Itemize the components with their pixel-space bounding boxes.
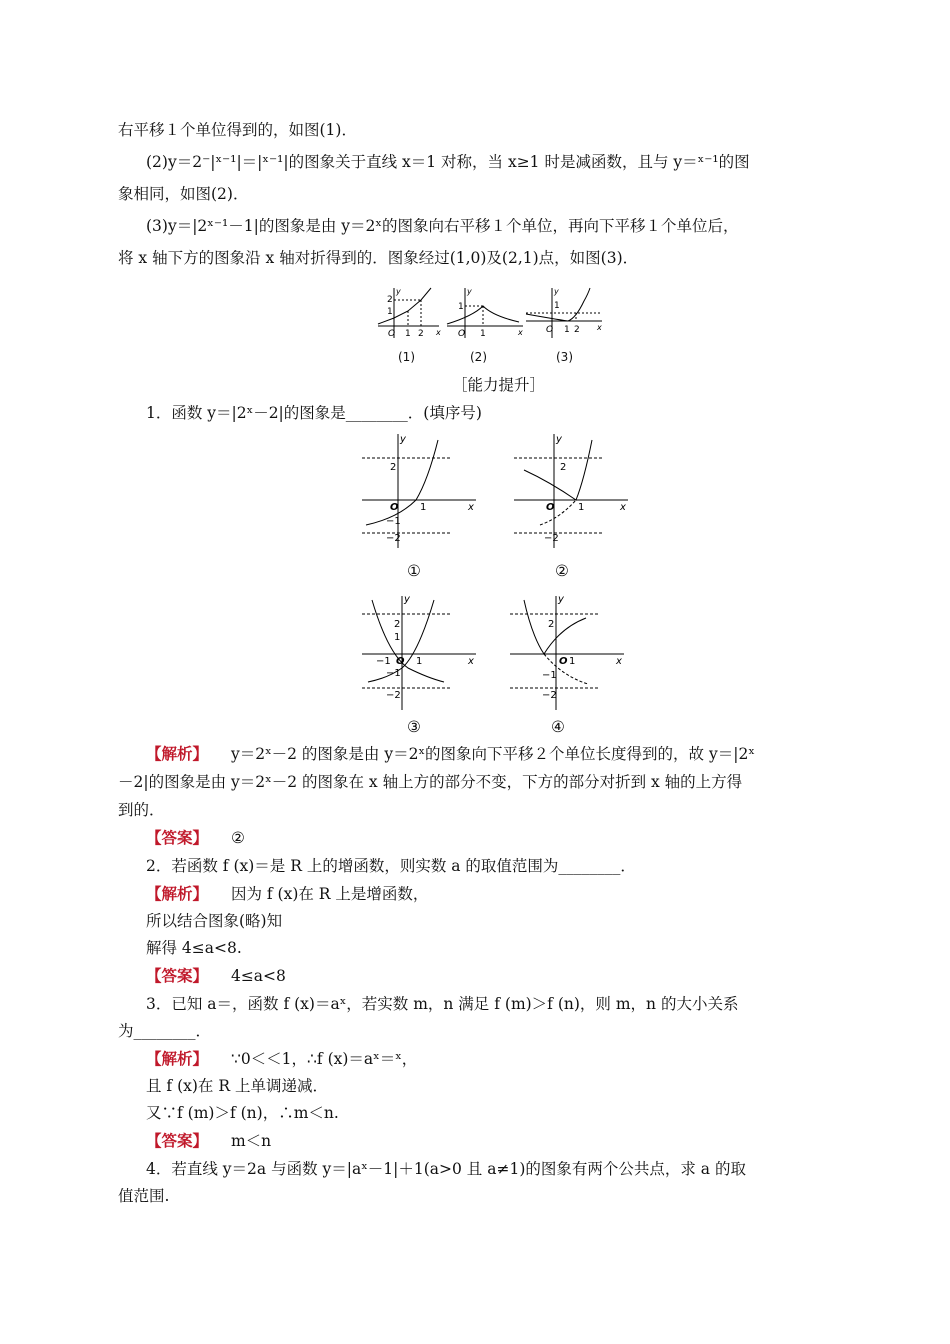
origin-label: O — [396, 656, 405, 667]
figure-caption: (3) — [556, 350, 573, 364]
answer-tag: 【答案】 — [146, 966, 209, 985]
tick-label: 2 — [418, 329, 424, 339]
axis-label-y: y — [467, 287, 472, 296]
tick-label: 1 — [569, 656, 576, 667]
option-graph-3 — [358, 592, 478, 712]
figure-caption: (2) — [470, 350, 487, 364]
tick-label: 1 — [564, 325, 570, 335]
analysis-line — [146, 884, 428, 904]
text-line: 象相同，如图(2)． — [118, 185, 249, 203]
analysis-text: y＝2ˣ－2 的图象是由 y＝2ˣ的图象向下平移２个单位长度得到的，故 y＝|2ˣ — [230, 745, 755, 763]
tick-label: −2 — [386, 690, 401, 701]
axis-label-y: y — [558, 594, 564, 605]
answer-line — [146, 828, 245, 848]
origin-label: O — [388, 329, 396, 339]
tick-label: −1 — [542, 670, 557, 681]
tick-label: −2 — [386, 533, 401, 544]
answer-text: m＜n — [230, 1132, 272, 1150]
tick-label: 1 — [578, 502, 585, 513]
tick-label: −1 — [386, 516, 401, 527]
tick-label: 2 — [548, 619, 555, 630]
analysis-line: 又∵f (m)＞f (n)，∴m＜n. — [146, 1104, 339, 1122]
analysis-line: 所以结合图象(略)知 — [146, 912, 283, 930]
text-line: (3)y＝|2ˣ⁻¹－1|的图象是由 y＝2ˣ的图象向右平移１个单位，再向下平移１个单位后， — [146, 217, 739, 235]
axis-label-x: x — [597, 323, 602, 332]
answer-tag: 【答案】 — [146, 828, 209, 847]
answer-line — [146, 1131, 271, 1151]
answer-line — [146, 966, 286, 986]
option-graph-1 — [358, 430, 478, 550]
question-stem: 为________． — [118, 1022, 212, 1040]
origin-label: O — [546, 325, 554, 335]
analysis-line — [146, 1049, 417, 1069]
analysis-text: 因为 f (x)在 R 上是增函数， — [230, 885, 429, 903]
axis-label-y: y — [400, 434, 406, 445]
figure-caption: (1) — [398, 350, 415, 364]
origin-label: O — [546, 502, 555, 513]
graph-figure-3 — [524, 286, 604, 341]
tick-label: 1 — [416, 656, 423, 667]
answer-tag: 【答案】 — [146, 1131, 209, 1150]
tick-label: −1 — [376, 656, 391, 667]
axis-label-y: y — [396, 287, 401, 296]
analysis-line: 解得 4≤a<8. — [146, 939, 242, 957]
origin-label: O — [390, 502, 399, 513]
option-graph-2 — [510, 430, 630, 550]
analysis-text: ∵0＜＜1，∴f (x)＝aˣ＝ˣ， — [230, 1050, 418, 1068]
option-graph-4 — [506, 592, 626, 712]
tick-label: −1 — [386, 668, 401, 679]
question-stem: 值范围. — [118, 1187, 170, 1205]
axis-label-y: y — [554, 287, 559, 296]
question-stem: 1．函数 y＝|2ˣ－2|的图象是________．(填序号) — [146, 404, 482, 422]
option-label: ② — [555, 562, 569, 580]
option-label: ① — [407, 562, 421, 580]
tick-label: 2 — [387, 295, 393, 305]
analysis-line: －2|的图象是由 y＝2ˣ－2 的图象在 x 轴上方的部分不变，下方的部分对折到 x 轴的上方得 — [118, 773, 743, 791]
tick-label: −2 — [542, 690, 557, 701]
tick-label: 1 — [405, 329, 411, 339]
text-line: 右平移１个单位得到的，如图(1)． — [118, 121, 357, 139]
axis-label-x: x — [468, 502, 474, 513]
axis-label-x: x — [436, 328, 441, 337]
axis-label-x: x — [616, 656, 622, 667]
tick-label: −2 — [544, 533, 559, 544]
graph-figure-1 — [376, 286, 441, 341]
analysis-tag: 【解析】 — [146, 744, 209, 763]
option-label: ④ — [551, 718, 565, 736]
question-stem: 4．若直线 y＝2a 与函数 y＝|aˣ－1|＋1(a>0 且 a≠1)的图象有两个公共点，求 a 的取 — [146, 1160, 746, 1178]
question-stem: 2．若函数 f (x)＝是 R 上的增函数，则实数 a 的取值范围为________． — [146, 857, 636, 875]
tick-label: 1 — [458, 302, 464, 312]
section-title: ［能力提升］ — [452, 376, 546, 394]
tick-label: 1 — [394, 632, 401, 643]
text-line: 将 x 轴下方的图象沿 x 轴对折得到的．图象经过(1,0)及(2,1)点，如图(3)． — [118, 249, 639, 267]
tick-label: 1 — [387, 307, 393, 317]
tick-label: 2 — [390, 462, 397, 473]
text-line: (2)y＝2⁻|ˣ⁻¹|＝|ˣ⁻¹|的图象关于直线 x＝1 对称，当 x≥1 时是减函数，且与 y＝ˣ⁻¹的图 — [146, 153, 750, 171]
axis-label-x: x — [620, 502, 626, 513]
option-label: ③ — [407, 718, 421, 736]
analysis-tag: 【解析】 — [146, 884, 209, 903]
analysis-line: 到的． — [118, 801, 165, 819]
answer-text: ② — [230, 829, 245, 847]
tick-label: 1 — [420, 502, 427, 513]
origin-label: O — [559, 656, 568, 667]
tick-label: 1 — [554, 301, 560, 311]
tick-label: 2 — [394, 619, 401, 630]
answer-text: 4≤a<8 — [230, 967, 286, 985]
analysis-line: 且 f (x)在 R 上单调递减． — [146, 1077, 328, 1095]
analysis-tag: 【解析】 — [146, 1049, 209, 1068]
axis-label-x: x — [518, 328, 523, 337]
tick-label: 1 — [480, 329, 486, 339]
axis-label-y: y — [556, 434, 562, 445]
axis-label-y: y — [404, 594, 410, 605]
tick-label: 2 — [574, 325, 580, 335]
analysis-line — [146, 744, 755, 764]
graph-figure-2 — [445, 286, 525, 341]
origin-label: O — [458, 329, 466, 339]
axis-label-x: x — [468, 656, 474, 667]
tick-label: 2 — [560, 462, 567, 473]
question-stem: 3．已知 a＝，函数 f (x)＝aˣ，若实数 m，n 满足 f (m)＞f (n)，则 m，n 的大小关系 — [146, 995, 739, 1013]
